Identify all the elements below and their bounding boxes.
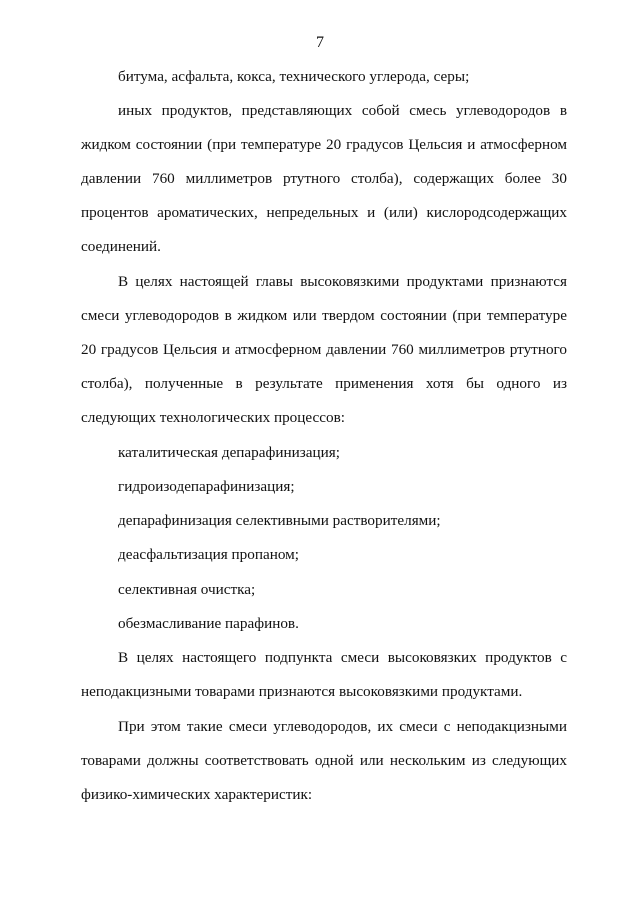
text-line: обезмасливание парафинов. — [118, 615, 299, 632]
text-line: селективная очистка; — [118, 581, 256, 598]
page-number: 7 — [316, 34, 324, 51]
text-line: При этом такие смеси углеводородов, их смеси с неподакцизными — [118, 718, 567, 735]
text-line: смеси углеводородов в жидком или твердом состоянии (при температуре — [81, 307, 567, 324]
text-line: жидком состоянии (при температуре 20 градусов Цельсия и атмосферном — [81, 136, 567, 153]
text-line: деасфальтизация пропаном; — [118, 546, 299, 563]
text-line: гидроизодепарафинизация; — [118, 478, 295, 495]
text-line: каталитическая депарафинизация; — [118, 444, 340, 461]
text-line: 20 градусов Цельсия и атмосферном давлении 760 миллиметров ртутного — [81, 341, 567, 358]
text-line: товарами должны соответствовать одной или нескольким из следующих — [81, 752, 567, 769]
text-line: процентов ароматических, непредельных и (или) кислородсодержащих — [81, 204, 567, 221]
text-line: битума, асфальта, кокса, технического углерода, серы; — [118, 68, 470, 85]
text-line: давлении 760 миллиметров ртутного столба), содержащих более 30 — [81, 170, 567, 187]
text-line: неподакцизными товарами признаются высоковязкими продуктами. — [81, 683, 523, 700]
text-line: иных продуктов, представляющих собой смесь углеводородов в — [118, 102, 567, 119]
text-line: В целях настоящей главы высоковязкими продуктами признаются — [118, 273, 567, 290]
text-line: физико-химических характеристик: — [81, 786, 313, 803]
text-line: следующих технологических процессов: — [81, 409, 345, 426]
text-line: столба), полученные в результате применения хотя бы одного из — [81, 375, 567, 392]
text-line: В целях настоящего подпункта смеси высоковязких продуктов с — [118, 649, 567, 666]
text-line: депарафинизация селективными растворителями; — [118, 512, 441, 529]
text-line: соединений. — [81, 238, 161, 255]
